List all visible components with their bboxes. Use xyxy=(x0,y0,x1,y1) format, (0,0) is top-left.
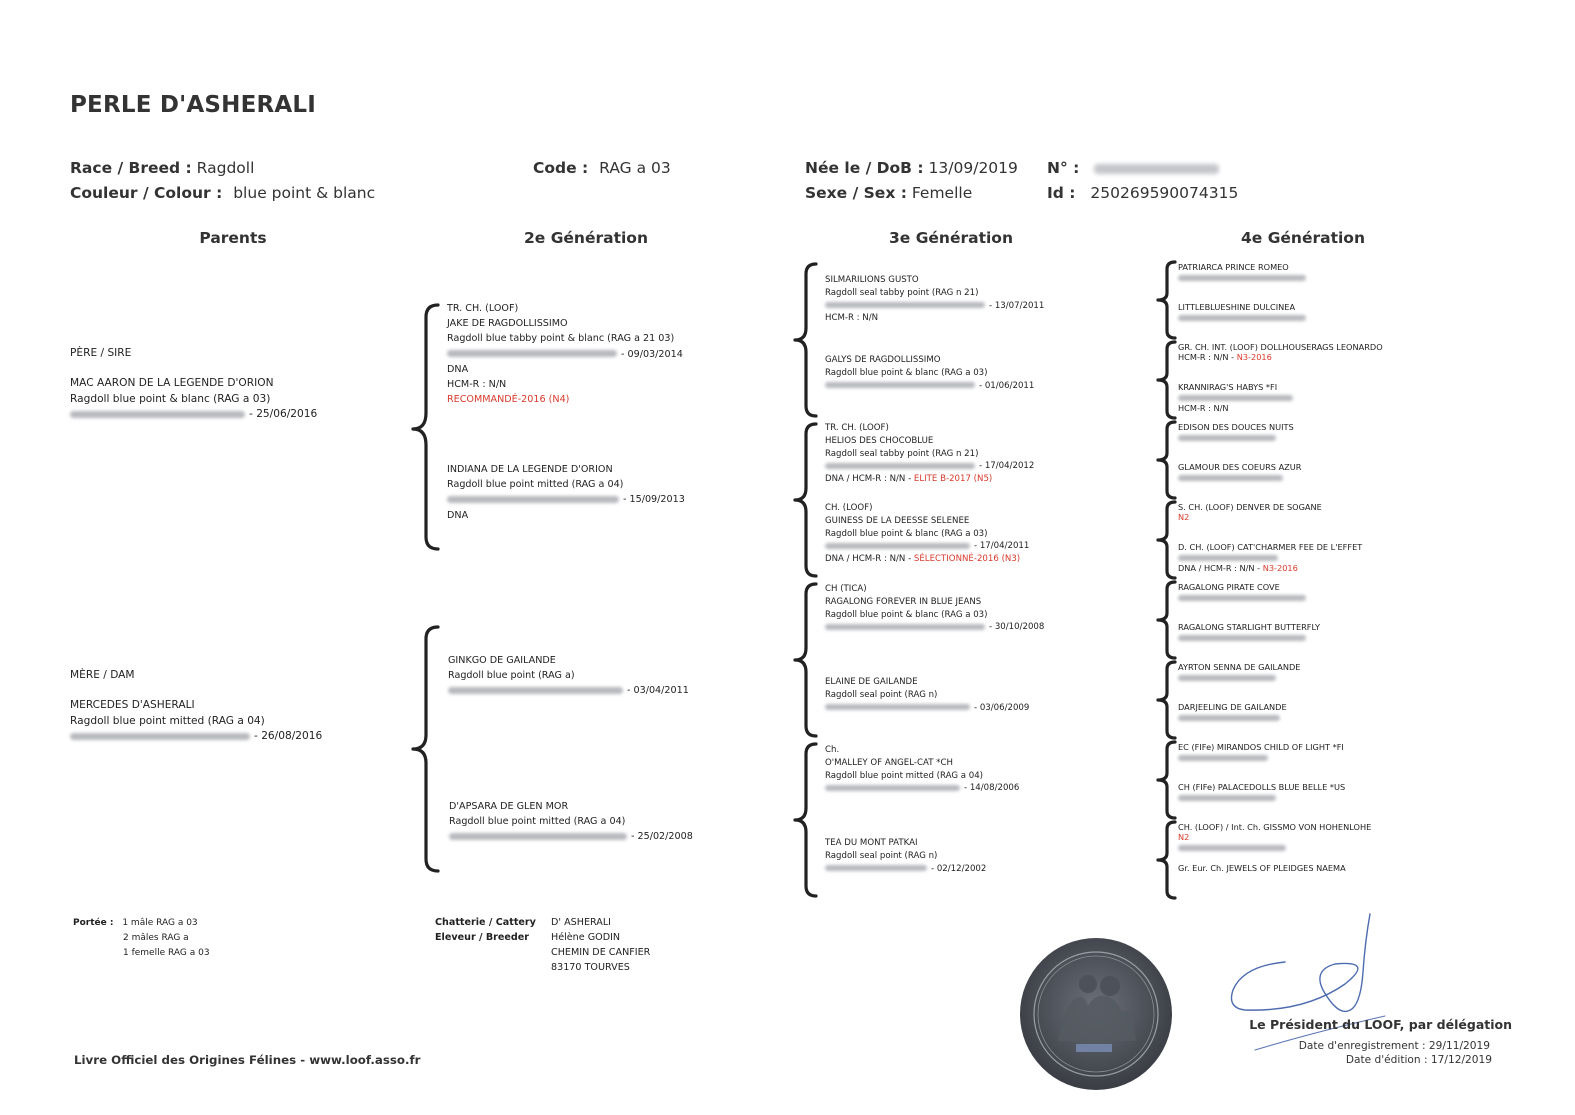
sex-label: Sexe / Sex : xyxy=(805,184,907,202)
gen3-reg-redacted-8 xyxy=(825,865,927,871)
dam-breed: Ragdoll blue point mitted (RAG a 04) xyxy=(70,714,265,727)
dam-label: MÈRE / DAM xyxy=(70,669,135,681)
litter-line-2: 2 mâles RAG a xyxy=(123,933,189,943)
dam-reg-redacted xyxy=(70,733,250,740)
gen3-name-6: ELAINE DE GAILANDE xyxy=(825,677,918,687)
gen2-dna-2: DNA xyxy=(447,509,469,521)
gen4-name-10: RAGALONG STARLIGHT BUTTERFLY xyxy=(1178,622,1320,632)
gen3-dna-4: DNA / HCM-R : N/N - xyxy=(825,554,914,565)
gen3-entry-2 xyxy=(825,354,1034,392)
gen3-breed-4: Ragdoll blue point & blanc (RAG a 03) xyxy=(825,528,988,539)
gen3-breed-3: Ragdoll seal tabby point (RAG n 21) xyxy=(825,448,979,459)
gen4-name-15: CH. (LOOF) / Int. Ch. GISSMO VON HOHENLOHE xyxy=(1178,822,1372,832)
number-row xyxy=(1047,159,1219,177)
gen3-title-7: Ch. xyxy=(825,745,840,755)
column-gen2: 2e Génération xyxy=(524,229,648,247)
gen4-entry-15 xyxy=(1178,822,1371,853)
number-redacted xyxy=(1094,164,1219,174)
gen3-dna-3: DNA / HCM-R : N/N - xyxy=(825,474,914,485)
gen3-award-3: ELITE B-2017 (N5) xyxy=(913,474,993,485)
gen4-reg-redacted-5 xyxy=(1178,435,1276,441)
sire-reg-redacted xyxy=(70,411,245,418)
number-label: N° : xyxy=(1047,159,1080,177)
gen2-name-1: JAKE DE RAGDOLLISSIMO xyxy=(447,318,568,330)
gen4-reg-redacted-10 xyxy=(1178,635,1306,641)
cattery-label: Chatterie / Cattery xyxy=(435,917,536,928)
cattery-name: D' ASHERALI xyxy=(551,917,612,928)
litter-line-3: 1 femelle RAG a 03 xyxy=(123,948,210,958)
gen3-reg-redacted-7 xyxy=(825,785,960,791)
gen3-entry-6 xyxy=(825,676,1029,714)
gen4-name-4: KRANNIRAG'S HABYS *FI xyxy=(1178,382,1278,392)
gen3-brace-4 xyxy=(792,744,818,904)
gen4-name-14: CH (FIFe) PALACEDOLLS BLUE BELLE *US xyxy=(1178,782,1346,792)
gen4-reg-redacted-15 xyxy=(1178,845,1286,851)
gen2-breed-2: Ragdoll blue point mitted (RAG a 04) xyxy=(447,479,624,491)
column-gen4: 4e Génération xyxy=(1241,229,1365,247)
gen4-brace-3 xyxy=(1155,422,1177,504)
gen3-breed-6: Ragdoll seal point (RAG n) xyxy=(825,689,938,700)
gen3-entry-8 xyxy=(825,837,986,875)
gen4-brace-4 xyxy=(1155,502,1177,584)
gen4-reg-redacted-6 xyxy=(1178,475,1283,481)
gen2-date-3: - 03/04/2011 xyxy=(627,685,689,697)
gen2-breed-1: Ragdoll blue tabby point & blanc (RAG a 21 03) xyxy=(447,333,675,345)
gen4-entry-3 xyxy=(1178,342,1383,363)
gen4-name-7: S. CH. (LOOF) DENVER DE SOGANE xyxy=(1178,502,1322,512)
gen4-brace-1 xyxy=(1155,262,1177,344)
gen4-reg-redacted-13 xyxy=(1178,755,1268,761)
gen4-brace-5 xyxy=(1155,582,1177,664)
gen4-reg-redacted-1 xyxy=(1178,275,1306,281)
gen4-award-8: N3-2016 xyxy=(1262,562,1298,573)
gen3-breed-7: Ragdoll blue point mitted (RAG a 04) xyxy=(825,770,984,781)
gen4-hcm-3: HCM-R : N/N - xyxy=(1178,352,1237,363)
sire-label: PÈRE / SIRE xyxy=(70,347,132,359)
gen4-entry-4 xyxy=(1178,382,1297,413)
gen3-brace-1 xyxy=(792,264,818,424)
gen4-reg-redacted-2 xyxy=(1178,315,1306,321)
gen3-name-1: SILMARILIONS GUSTO xyxy=(825,275,919,285)
gen4-entry-7 xyxy=(1178,502,1322,523)
gen3-breed-8: Ragdoll seal point (RAG n) xyxy=(825,850,938,861)
litter-label: Portée : xyxy=(73,918,114,928)
registration-date: Date d'enregistrement : 29/11/2019 xyxy=(1298,1040,1490,1052)
gen4-name-13: EC (FIFe) MIRANDOS CHILD OF LIGHT *FI xyxy=(1178,742,1344,752)
gen4-reg-redacted-11 xyxy=(1178,675,1276,681)
gen2-name-4: D'APSARA DE GLEN MOR xyxy=(449,801,569,812)
gen3-award-4: SÉLECTIONNÉ-2016 (N3) xyxy=(913,554,1021,565)
gen3-hcm-1: HCM-R : N/N xyxy=(825,313,879,324)
gen3-reg-redacted-1 xyxy=(825,302,985,308)
gen2-reg-redacted-3 xyxy=(448,687,623,694)
gen4-entry-10 xyxy=(1178,622,1320,643)
pedigree-title: PERLE D'ASHERALI xyxy=(70,92,317,118)
president-line xyxy=(1230,1017,1512,1032)
sire-breed: Ragdoll blue point & blanc (RAG a 03) xyxy=(70,392,271,405)
gen4-award-7: N2 xyxy=(1178,512,1190,523)
gen4-entry-6 xyxy=(1178,462,1301,483)
breed-label: Race / Breed : xyxy=(70,159,192,177)
gen4-brace-8 xyxy=(1155,822,1177,904)
gen2-date-2: - 15/09/2013 xyxy=(623,494,685,506)
colour-label: Couleur / Colour : xyxy=(70,184,223,202)
gen3-reg-redacted-6 xyxy=(825,704,970,710)
gen4-entry-2 xyxy=(1178,302,1310,323)
gen2-sire-sire xyxy=(447,301,683,407)
gen2-date-4: - 25/02/2008 xyxy=(631,831,693,843)
gen4-name-16: Gr. Eur. Ch. JEWELS OF PLEIDGES NAEMA xyxy=(1178,863,1346,873)
footer-site: Livre Officiel des Origines Félines - www.loof.asso.fr xyxy=(74,1053,421,1067)
gen4-name-8: D. CH. (LOOF) CAT'CHARMER FEE DE L'EFFET xyxy=(1178,542,1363,552)
gen4-reg-redacted-12 xyxy=(1178,715,1280,721)
litter-block xyxy=(73,916,198,931)
gen4-hcm-8: DNA / HCM-R : N/N - xyxy=(1178,562,1263,573)
sire-name: MAC AARON DE LA LEGENDE D'ORION xyxy=(70,377,274,390)
breeder-labels xyxy=(435,915,536,945)
gen2-name-2: INDIANA DE LA LEGENDE D'ORION xyxy=(447,464,613,475)
gen3-date-1: - 13/07/2011 xyxy=(989,300,1045,311)
gen4-name-12: DARJEELING DE GAILANDE xyxy=(1178,702,1287,712)
gen3-brace-3 xyxy=(792,584,818,744)
gen3-breed-5: Ragdoll blue point & blanc (RAG a 03) xyxy=(825,609,988,620)
sire-date: - 25/06/2016 xyxy=(249,408,318,421)
gen3-name-4: GUINESS DE LA DEESSE SELENEE xyxy=(825,515,970,526)
gen2-dam-sire xyxy=(448,653,689,699)
column-gen3: 3e Génération xyxy=(889,229,1013,247)
gen3-breed-2: Ragdoll blue point & blanc (RAG a 03) xyxy=(825,367,988,378)
gen3-name-7: O'MALLEY OF ANGEL-CAT *CH xyxy=(825,757,953,768)
gen4-name-5: EDISON DES DOUCES NUITS xyxy=(1178,422,1294,432)
gen3-title-4: CH. (LOOF) xyxy=(825,503,873,513)
gen4-brace-7 xyxy=(1155,742,1177,824)
gen3-title-5: CH (TICA) xyxy=(825,584,867,594)
breed-value: Ragdoll xyxy=(196,159,255,177)
gen4-entry-12 xyxy=(1178,702,1287,723)
gen4-name-2: LITTLEBLUESHINE DULCINEA xyxy=(1178,302,1296,312)
id-label: Id : xyxy=(1047,184,1076,202)
dob-value: 13/09/2019 xyxy=(928,159,1018,177)
sex-value: Femelle xyxy=(911,184,973,202)
gen4-entry-11 xyxy=(1178,662,1300,683)
id-value: 250269590074315 xyxy=(1090,184,1239,202)
gen2-date-1: - 09/03/2014 xyxy=(621,348,683,360)
gen3-brace-2 xyxy=(792,424,818,584)
gen4-entry-9 xyxy=(1178,582,1310,603)
gen4-reg-redacted-9 xyxy=(1178,595,1306,601)
litter-line-1: 1 mâle RAG a 03 xyxy=(122,918,198,928)
gen3-name-2: GALYS DE RAGDOLLISSIMO xyxy=(825,355,941,365)
sex-row xyxy=(805,184,972,202)
gen3-entry-3 xyxy=(825,422,1034,486)
gen3-breed-1: Ragdoll seal tabby point (RAG n 21) xyxy=(825,287,979,298)
dam-date: - 26/08/2016 xyxy=(254,730,323,743)
gen4-name-6: GLAMOUR DES COEURS AZUR xyxy=(1178,462,1302,472)
gen4-entry-1 xyxy=(1178,262,1310,283)
breed-row xyxy=(70,159,254,177)
gen3-date-2: - 01/06/2011 xyxy=(979,380,1035,391)
gen3-entry-7 xyxy=(825,744,1019,795)
gen4-entry-14 xyxy=(1178,782,1345,803)
dam-block xyxy=(70,668,322,745)
gen4-award-15: N2 xyxy=(1178,832,1190,843)
gen3-date-4: - 17/04/2011 xyxy=(974,541,1030,552)
colour-row xyxy=(70,184,375,202)
gen3-reg-redacted-2 xyxy=(825,382,975,388)
gen4-brace-6 xyxy=(1155,662,1177,744)
gen4-entry-8 xyxy=(1178,542,1362,573)
gen2-name-3: GINKGO DE GAILANDE xyxy=(448,655,556,666)
gen3-entry-5 xyxy=(825,583,1044,634)
id-row xyxy=(1047,184,1238,202)
colour-value: blue point & blanc xyxy=(233,184,376,202)
gen3-date-6: - 03/06/2009 xyxy=(974,702,1030,713)
breeder-name: Hélène GODIN xyxy=(551,932,621,943)
gen4-hcm-4: HCM-R : N/N xyxy=(1178,402,1229,413)
gen2-breed-3: Ragdoll blue point (RAG a) xyxy=(448,670,575,682)
gen4-name-11: AYRTON SENNA DE GAILANDE xyxy=(1178,662,1301,672)
gen2-reg-redacted-4 xyxy=(449,833,627,840)
gen2-hcm-1: HCM-R : N/N xyxy=(447,379,507,391)
loof-seal-stamp xyxy=(1018,936,1174,1092)
dob-row xyxy=(805,159,1018,177)
gen3-title-3: TR. CH. (LOOF) xyxy=(825,423,889,433)
gen2-dam-brace xyxy=(410,627,440,877)
code-value: RAG a 03 xyxy=(599,159,671,177)
gen4-entry-5 xyxy=(1178,422,1294,443)
gen4-reg-redacted-8 xyxy=(1178,555,1278,561)
gen3-date-5: - 30/10/2008 xyxy=(989,622,1045,633)
gen2-sire-brace xyxy=(410,305,440,555)
gen3-reg-redacted-5 xyxy=(825,624,985,630)
gen3-name-5: RAGALONG FOREVER IN BLUE JEANS xyxy=(825,596,982,607)
gen4-name-3: GR. CH. INT. (LOOF) DOLLHOUSERAGS LEONARDO xyxy=(1178,342,1383,352)
breeder-label: Eleveur / Breeder xyxy=(435,932,530,943)
gen2-dam-dam xyxy=(449,799,693,845)
gen2-title-1: TR. CH. (LOOF) xyxy=(447,303,519,314)
gen2-dna-1: DNA xyxy=(447,363,469,375)
breeder-address: CHEMIN DE CANFIER xyxy=(551,947,651,958)
gen3-reg-redacted-4 xyxy=(825,543,970,549)
gen4-reg-redacted-14 xyxy=(1178,795,1276,801)
gen2-breed-4: Ragdoll blue point mitted (RAG a 04) xyxy=(449,816,626,828)
gen3-entry-1 xyxy=(825,274,1044,325)
gen3-entry-4 xyxy=(825,502,1029,566)
dam-name: MERCEDES D'ASHERALI xyxy=(70,699,195,712)
dob-label: Née le / DoB : xyxy=(805,159,924,177)
gen3-date-7: - 14/08/2006 xyxy=(964,783,1020,794)
gen2-reg-redacted-1 xyxy=(447,350,617,357)
gen3-name-8: TEA DU MONT PATKAI xyxy=(825,838,918,848)
gen2-reg-redacted-2 xyxy=(447,496,619,503)
gen4-award-3: N3-2016 xyxy=(1236,352,1272,363)
gen4-brace-2 xyxy=(1155,342,1177,424)
sire-block xyxy=(70,346,317,423)
gen3-date-8: - 02/12/2002 xyxy=(931,863,987,874)
code-label: Code : xyxy=(533,159,589,177)
gen3-name-3: HELIOS DES CHOCOBLUE xyxy=(825,435,934,446)
code-row xyxy=(533,159,671,177)
gen3-date-3: - 17/04/2012 xyxy=(979,461,1035,472)
gen4-entry-13 xyxy=(1178,742,1344,763)
breeder-city: 83170 TOURVES xyxy=(551,962,630,973)
edition-date: Date d'édition : 17/12/2019 xyxy=(1345,1054,1492,1066)
gen4-name-9: RAGALONG PIRATE COVE xyxy=(1178,582,1280,592)
gen4-name-1: PATRIARCA PRINCE ROMEO xyxy=(1178,262,1289,272)
gen4-entry-16 xyxy=(1178,863,1346,873)
column-parents: Parents xyxy=(199,229,267,247)
gen2-sire-dam xyxy=(447,462,685,523)
breeder-info xyxy=(551,915,650,975)
president-text: Le Président du LOOF, par délégation xyxy=(1249,1017,1512,1032)
gen4-reg-redacted-4 xyxy=(1178,395,1293,401)
gen2-award-1: RECOMMANDÉ-2016 (N4) xyxy=(447,394,570,406)
gen3-reg-redacted-3 xyxy=(825,463,975,469)
